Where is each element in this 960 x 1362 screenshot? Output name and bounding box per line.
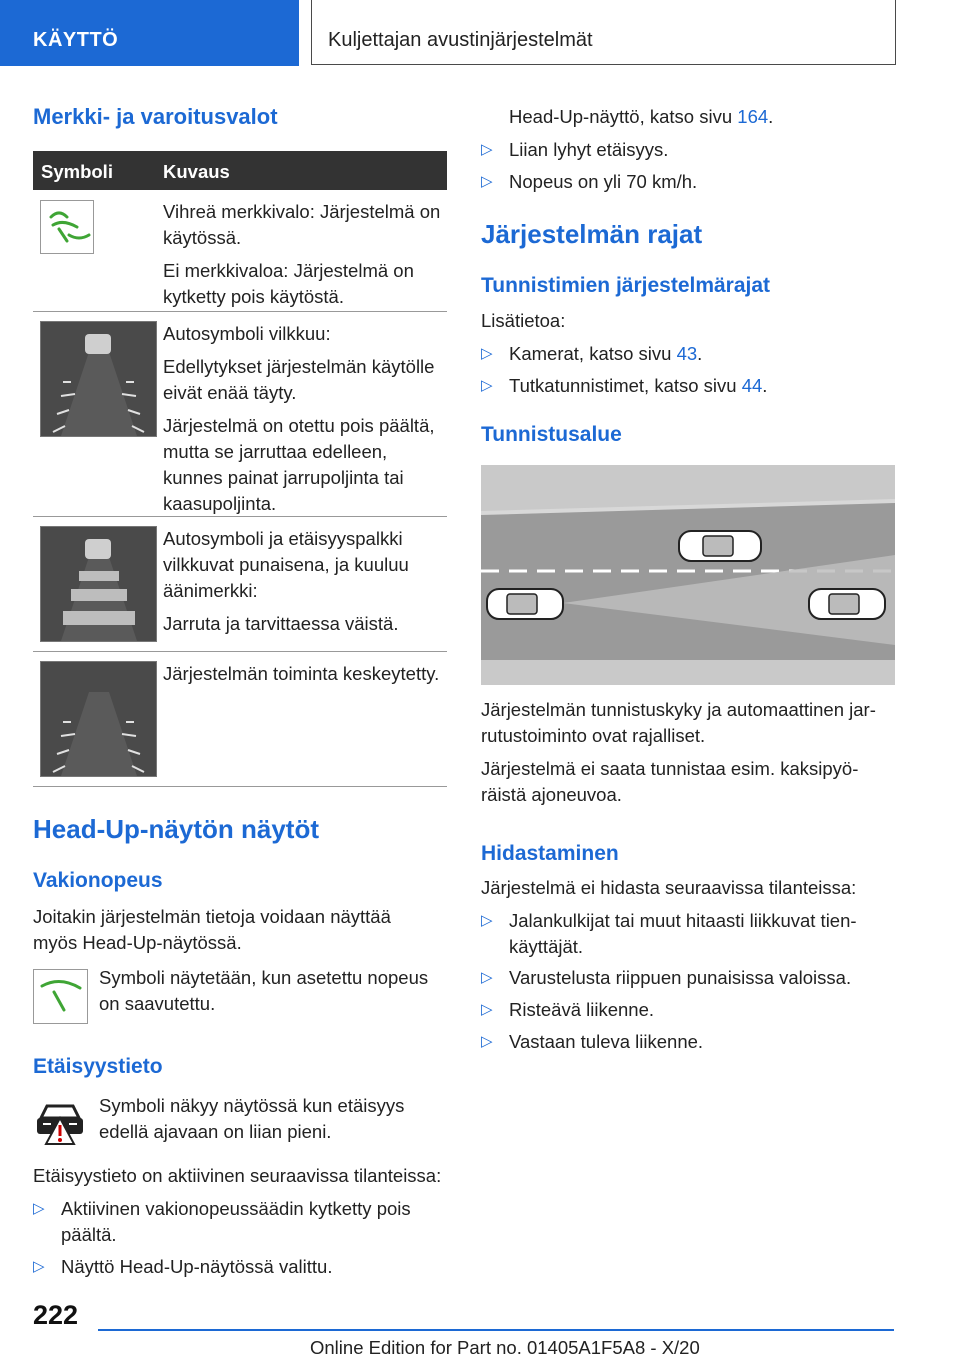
list-item-text: Liian lyhyt etäisyys.	[509, 139, 669, 160]
heading-slowing: Hidastaminen	[481, 842, 619, 865]
header-chapter-label: Kuljettajan avustinjärjestelmät	[328, 29, 593, 51]
continued-text: Head-Up-näyttö, katso sivu 164.	[509, 106, 774, 127]
car-distance-bar-image	[40, 526, 157, 642]
list-item	[481, 965, 899, 991]
heading-distance: Etäisyystieto	[33, 1055, 163, 1078]
bullet-triangle-icon: ▷	[33, 1200, 45, 1217]
heading-sensor-limits: Tunnistimien järjestelmärajat	[481, 274, 771, 297]
distance-warning-icon	[33, 1096, 87, 1150]
more-info-label: Lisätietoa:	[481, 310, 566, 331]
bullet-triangle-icon: ▷	[481, 1033, 493, 1050]
bullet-triangle-icon: ▷	[481, 1001, 493, 1018]
car-symbol-flashing-image	[40, 321, 157, 437]
row1-text2: Ei merkkivaloa: Järjestelmä on kytketty pois käytöstä.	[163, 260, 414, 307]
row3-desc	[163, 526, 443, 644]
list-item	[481, 137, 909, 163]
bullet-triangle-icon: ▷	[481, 173, 493, 190]
header-section-label: KÄYTTÖ	[33, 29, 119, 51]
page-number: 222	[33, 1300, 79, 1330]
row-divider	[33, 516, 447, 517]
system-interrupted-image	[40, 661, 157, 777]
list-item	[481, 997, 899, 1023]
list-item-text: Risteävä liikenne.	[509, 999, 654, 1020]
row4-text1: Järjestelmän toiminta keskeytetty.	[163, 663, 440, 684]
bullet-triangle-icon: ▷	[481, 969, 493, 986]
col-desc-header: Kuvaus	[163, 161, 230, 182]
row2-text1: Autosymboli vilkkuu:	[163, 323, 331, 344]
list-item	[481, 1029, 899, 1055]
list-item	[33, 1196, 451, 1248]
row4-desc	[163, 661, 443, 694]
slowing-text: Järjestelmä ei hidasta seuraavissa tilanteissa:	[481, 877, 857, 898]
list-item-text: Näyttö Head-Up-näytössä valittu.	[61, 1256, 333, 1277]
page-link-164[interactable]: 164	[737, 106, 769, 127]
heading-detection-range: Tunnistusalue	[481, 423, 622, 446]
row2-text2: Edellytykset järjestelmän käytölle eivät enää täyty.	[163, 356, 435, 403]
green-indicator-icon	[40, 200, 94, 254]
list-item: ▷ Tutkatunnistimet, katso sivu 44.	[481, 373, 909, 399]
col-symbol-header: Symboli	[41, 161, 113, 182]
bullet-triangle-icon: ▷	[481, 377, 493, 394]
list-item-text: Vastaan tuleva liikenne.	[509, 1031, 704, 1052]
row2-desc	[163, 321, 443, 524]
distance-symbol-text: Symboli näkyy näytössä kun etäisyys edellä ajavaan on liian pieni.	[99, 1095, 405, 1142]
range-text-2: Järjestelmä ei saata tunnistaa esim. kaksipyöräistä ajoneuvoa.	[481, 758, 859, 805]
row3-text2: Jarruta ja tarvittaessa väistä.	[163, 613, 399, 634]
footer-divider	[98, 1329, 894, 1331]
list-item	[481, 169, 909, 195]
page-link-43[interactable]: 43	[676, 343, 698, 364]
list-item-text: Aktiivinen vakionopeussäädin kytketty pois päältä.	[61, 1198, 411, 1245]
cruise-text: Joitakin järjestelmän tietoja voidaan näyttää myös Head-Up-näytössä.	[33, 906, 391, 953]
heading-cruise: Vakionopeus	[33, 869, 163, 892]
row1-text1: Vihreä merkkivalo: Järjestelmä on käytössä.	[163, 201, 441, 248]
cruise-speed-reached-icon	[33, 969, 88, 1024]
bullet-triangle-icon: ▷	[481, 141, 493, 158]
header-chapter-tab	[311, 0, 896, 65]
page-link-44[interactable]: 44	[741, 375, 763, 396]
list-item-text: Jalankulkijat tai muut hitaasti liikkuvat tienkäyttäjät.	[509, 910, 857, 957]
detection-range-illustration	[481, 465, 895, 685]
heading-limits: Järjestelmän rajat	[481, 219, 703, 249]
list-item	[481, 908, 899, 960]
bullet-triangle-icon: ▷	[481, 912, 493, 929]
ref-radar-text: Tutkatunnistimet, katso sivu	[509, 375, 742, 396]
list-item-text: Varustelusta riippuen punaisissa valoissa.	[509, 967, 852, 988]
list-item: ▷ Kamerat, katso sivu 43.	[481, 341, 909, 367]
row2-text3: Järjestelmä on otettu pois päältä, mutta se jarruttaa edelleen, kunnes painat jarrupoljinta tai kaasupoljinta.	[163, 415, 435, 514]
heading-hud: Head-Up-näytön näytöt	[33, 814, 319, 844]
continued-text-label: Head-Up-näyttö, katso sivu	[509, 106, 738, 127]
distance-active-text: Etäisyystieto on aktiivinen seuraavissa tilanteissa:	[33, 1165, 442, 1186]
row-divider	[33, 786, 447, 787]
heading-signals: Merkki- ja varoitusvalot	[33, 104, 278, 129]
list-item	[33, 1254, 451, 1280]
footer-edition: Online Edition for Part no. 01405A1F5A8 - X/20	[310, 1337, 700, 1358]
bullet-triangle-icon: ▷	[481, 345, 493, 362]
row1-desc	[163, 199, 443, 317]
list-item-text: Nopeus on yli 70 km/h.	[509, 171, 698, 192]
row3-text1: Autosymboli ja etäisyyspalkki vilkkuvat punaisena, ja kuuluu äänimerkki:	[163, 528, 409, 601]
header-section-tab	[0, 0, 299, 66]
bullet-triangle-icon: ▷	[33, 1258, 45, 1275]
range-text-1: Järjestelmän tunnistuskyky ja automaattinen jarrutustoiminto ovat rajalliset.	[481, 699, 876, 746]
table-header	[33, 151, 447, 190]
cruise-symbol-text: Symboli näytetään, kun asetettu nopeus on saavutettu.	[99, 967, 429, 1014]
row-divider	[33, 311, 447, 312]
ref-cameras-text: Kamerat, katso sivu	[509, 343, 677, 364]
row-divider	[33, 651, 447, 652]
